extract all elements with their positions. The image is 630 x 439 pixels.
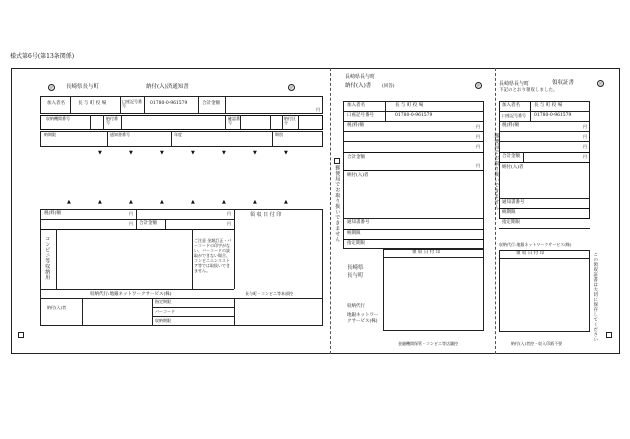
corner-square: [18, 332, 24, 338]
left-footer: 長与町・コンビニ等本部控: [245, 291, 293, 296]
year-label: 年度: [174, 132, 182, 137]
stamp-circle-icon: ㊞: [49, 85, 54, 90]
middle-receipt-stamp: 領 収 日 付 印: [412, 250, 441, 255]
form-number: 様式第6号(第13条関係): [10, 53, 75, 60]
yen-unit: 円: [316, 107, 320, 112]
payer-label: 納付(入)者: [47, 305, 67, 310]
right-tax-label: 税(料)額: [502, 123, 520, 128]
yen-unit: 円: [583, 134, 587, 139]
middle-subscriber-value: 長 与 町 役 場: [395, 103, 424, 108]
right-total-label: 合計金額: [502, 154, 520, 159]
down-triangle-icon: ▼: [160, 150, 164, 156]
tax-label: 税(料)額: [44, 211, 62, 216]
payee-code-label: 納付区分: [284, 116, 296, 125]
up-triangle-icon: ▲: [98, 199, 102, 205]
middle-account-value: 01780-0-961579: [395, 113, 433, 118]
middle-notice-no-label: 通知書番号: [347, 220, 370, 225]
up-triangle-icon: ▲: [284, 199, 288, 205]
yen-unit: 円: [129, 211, 133, 216]
right-agent-label: 収納代行:地銀ネットワークサービス(株): [499, 242, 572, 247]
middle-tax-label: 税(料)額: [347, 123, 365, 128]
designated-period-label: 指定期限: [155, 299, 171, 304]
middle-due-label: 納期限: [347, 231, 361, 236]
middle-title-suffix: (回答): [382, 84, 395, 89]
period-label: 納付番号: [106, 116, 118, 125]
up-triangle-icon: ▲: [253, 199, 257, 205]
right-account-value: 01780-0-961579: [534, 113, 572, 118]
conv-label: コンビニ等収納用: [44, 236, 51, 280]
barcode-label: バーコード: [155, 309, 175, 314]
account-value: 01780-0-961579: [150, 101, 188, 106]
total2-label: 合計金額: [139, 221, 157, 226]
middle-recipient-town2: 長与町: [347, 273, 364, 279]
corner-square: [334, 158, 340, 164]
middle-agent-label: 収納代行: [347, 304, 365, 309]
up-triangle-icon: ▲: [222, 199, 226, 205]
down-triangle-icon: ▼: [284, 150, 288, 156]
yen-unit: 円: [227, 211, 231, 216]
account-label: 口座記号番号: [122, 99, 142, 108]
down-triangle-icon: ▼: [191, 150, 195, 156]
yen-unit: 円: [476, 163, 480, 168]
stamp-circle-icon: ㊞: [598, 81, 603, 86]
stamp-circle-icon: ㊞: [476, 83, 481, 88]
yen-unit: 円: [583, 124, 587, 129]
barcode-label2: 収納期限: [155, 318, 171, 323]
right-side-text: 郵便局でお取り扱いできません: [493, 133, 500, 210]
right-title: 領収証書: [552, 80, 575, 86]
right-town: 長崎県長与町: [499, 81, 530, 87]
right-notice-no-label: 通知書番号: [502, 200, 525, 205]
middle-subscriber-label: 加入者名: [347, 103, 365, 108]
up-triangle-icon: ▲: [67, 199, 71, 205]
notice-text: ご注意 金額訂正・バーコードの印字がない、バーコードの読取ができない場合、コンビニエンスストア等では取扱いできません。: [194, 238, 232, 273]
yen-unit: 円: [227, 221, 231, 226]
perforation-line: [330, 68, 331, 354]
stamp-circle-icon: ㊞: [289, 85, 294, 90]
due-label: 期別: [275, 132, 283, 137]
yen-unit: 円: [476, 134, 480, 139]
total-label: 合計金額: [202, 101, 220, 106]
middle-total-label: 合計金額: [347, 155, 365, 160]
account-no-label: 確認番号: [228, 116, 240, 125]
subscriber-label: 加入者名: [47, 101, 65, 106]
right-receipt-stamp: 領 収 日 付 印: [516, 251, 545, 256]
right-designated-label: 指定期限: [502, 220, 520, 225]
up-triangle-icon: ▲: [191, 199, 195, 205]
right-stamp-box: [499, 250, 590, 332]
payer-name-label: 納期限: [44, 132, 56, 137]
area-label: 通知書番号: [110, 132, 130, 137]
right-payer-label: 納付(入)者: [502, 165, 524, 170]
down-triangle-icon: ▼: [253, 150, 257, 156]
middle-stamp-box: [383, 249, 484, 331]
yen-unit: 円: [583, 154, 587, 159]
middle-footer: 金融機関保管・コンビニ等店舗控: [398, 341, 458, 346]
right-subscriber-value: 長 与 町 役 場: [534, 103, 563, 108]
yen-unit: 円: [129, 221, 133, 226]
receipt-stamp-label: 領 収 日 付 印: [250, 212, 282, 218]
right-note: 下記のとおり領収しました。: [499, 88, 558, 93]
yen-unit: 円: [583, 144, 587, 149]
right-vertical-note: この領収証書は大切に保存してください: [592, 252, 598, 342]
middle-title: 納付(入)書: [345, 83, 372, 89]
middle-payer-label: 納付(入)者: [347, 173, 369, 178]
right-account-label: 口座記号番号: [502, 113, 526, 118]
down-triangle-icon: ▼: [222, 150, 226, 156]
up-triangle-icon: ▲: [160, 199, 164, 205]
yen-unit: 円: [476, 144, 480, 149]
middle-agent-name: 地銀ネットワークサービス(株): [347, 313, 379, 325]
middle-designated-label: 指定期限: [347, 241, 365, 246]
right-due-label: 納期限: [502, 210, 516, 215]
yen-unit: 円: [476, 124, 480, 129]
org-code-label: 収納機関番号: [46, 116, 70, 121]
down-triangle-icon: ▼: [129, 150, 133, 156]
middle-side-text: 郵便局でお取り扱いできません: [334, 165, 341, 242]
agent-label: 収納代行:地銀ネットワークサービス(株): [90, 292, 172, 297]
right-footer: 納付(入)者控・収入印紙不要: [511, 341, 563, 346]
left-title: 納付(入)済通知書: [146, 84, 189, 90]
down-triangle-icon: ▼: [98, 150, 102, 156]
middle-account-label: 口座記号番号: [347, 113, 374, 118]
subscriber-value: 長 与 町 役 場: [78, 101, 107, 106]
corner-square: [606, 332, 612, 338]
left-code-row: [40, 115, 323, 130]
right-subscriber-label: 加入者名: [502, 103, 520, 108]
middle-recipient-town: 長崎県: [347, 265, 364, 271]
left-town: 長崎県長与町: [66, 84, 100, 90]
middle-town: 長崎県長与町: [345, 74, 376, 80]
up-triangle-icon: ▲: [129, 199, 133, 205]
